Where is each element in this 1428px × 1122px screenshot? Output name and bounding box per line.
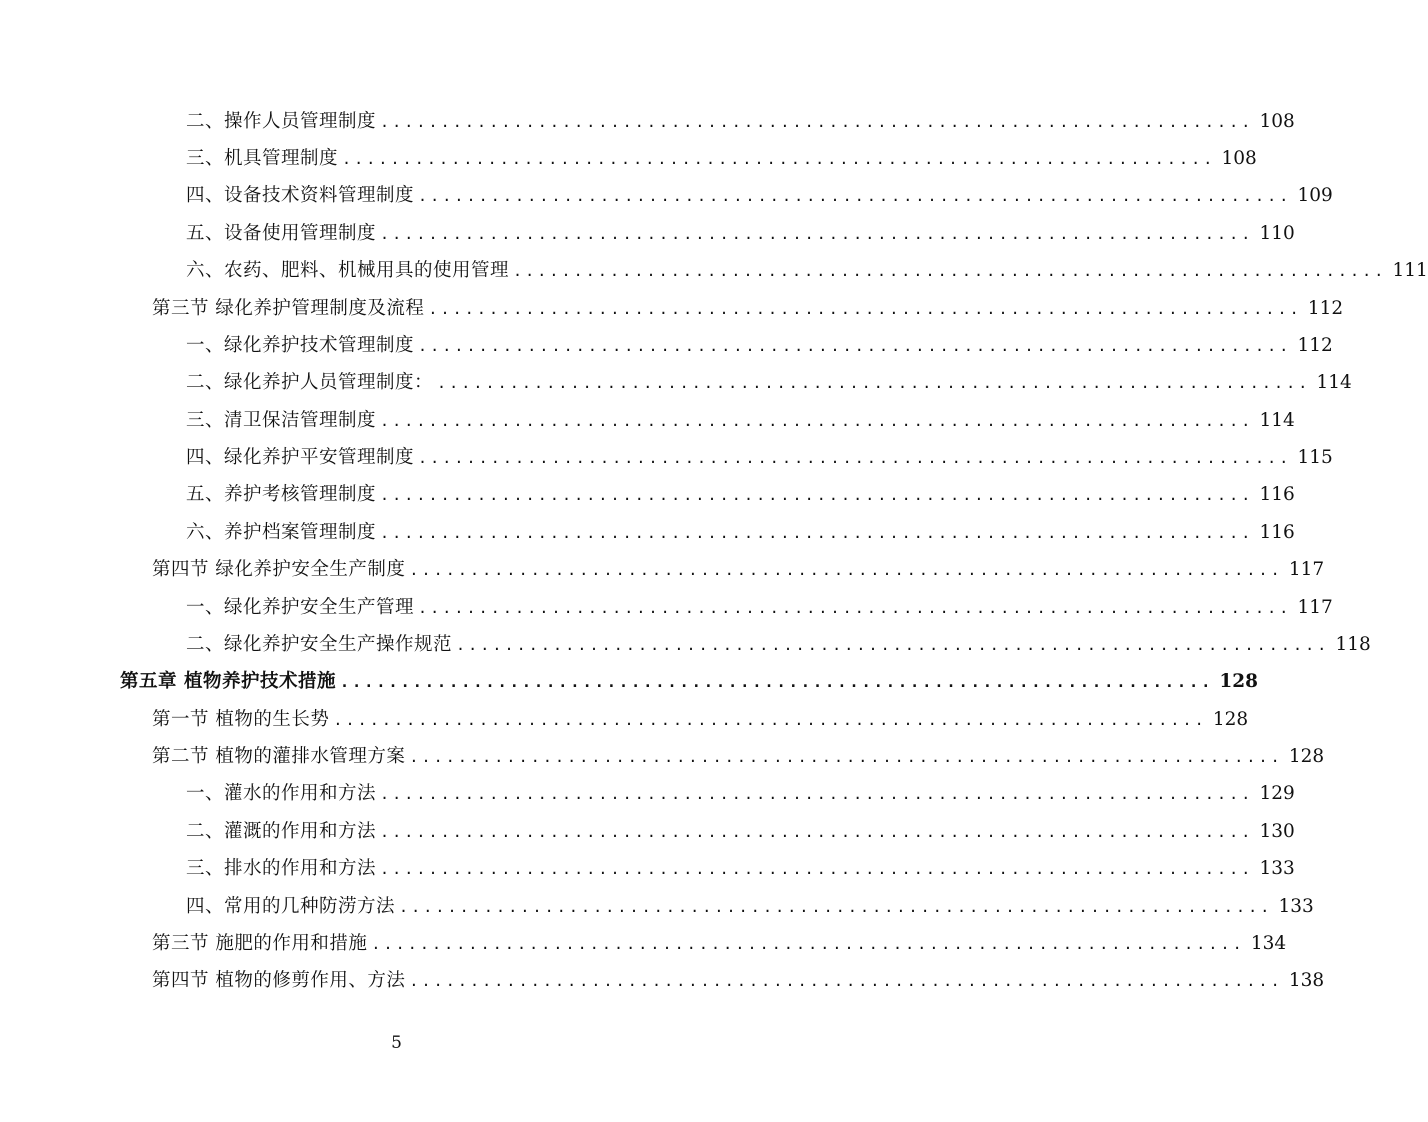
toc-entry[interactable] bbox=[186, 254, 1428, 282]
toc-entry-title: 第四节 绿化养护安全生产制度 bbox=[152, 559, 406, 580]
toc-leader-dots: ........................................................................ bbox=[409, 561, 1283, 579]
toc-entry-page: 130 bbox=[1259, 821, 1295, 842]
toc-entry-title: 五、养护考核管理制度 bbox=[186, 484, 377, 505]
toc-entry-title: 二、灌溉的作用和方法 bbox=[186, 821, 377, 842]
toc-entry-title: 二、绿化养护人员管理制度： bbox=[186, 372, 434, 393]
toc-entry-page: 128 bbox=[1219, 671, 1258, 692]
toc-section-entry[interactable] bbox=[152, 292, 1344, 320]
toc-leader-dots: ........................................................................ bbox=[371, 935, 1245, 953]
toc-leader-dots: ........................................................................ bbox=[513, 262, 1387, 280]
toc-entry-title: 一、绿化养护安全生产管理 bbox=[186, 597, 415, 618]
toc-entry-page: 133 bbox=[1259, 858, 1295, 879]
toc-entry-title: 四、常用的几种防涝方法 bbox=[186, 896, 396, 917]
toc-leader-dots: ........................................................................ bbox=[380, 486, 1254, 504]
toc-entry[interactable] bbox=[186, 815, 1295, 843]
toc-section-entry[interactable] bbox=[152, 703, 1249, 731]
toc-entry-title: 二、操作人员管理制度 bbox=[186, 111, 377, 132]
toc-entry-page: 133 bbox=[1278, 896, 1314, 917]
toc-leader-dots: ........................................................................ bbox=[342, 150, 1216, 168]
toc-entry-page: 115 bbox=[1297, 447, 1333, 468]
toc-entry-title: 四、设备技术资料管理制度 bbox=[186, 185, 415, 206]
toc-leader-dots: ........................................................................ bbox=[380, 225, 1254, 243]
toc-section-entry[interactable] bbox=[152, 927, 1287, 955]
toc-chapter-entry[interactable] bbox=[120, 665, 1258, 693]
toc-entry[interactable] bbox=[186, 404, 1295, 432]
toc-entry-page: 111 bbox=[1392, 260, 1428, 281]
toc-entry[interactable] bbox=[186, 516, 1295, 544]
toc-leader-dots: ........................................................................ bbox=[409, 748, 1283, 766]
toc-leader-dots: ........................................................................ bbox=[380, 113, 1254, 131]
toc-entry-page: 116 bbox=[1259, 484, 1295, 505]
toc-entry-page: 134 bbox=[1250, 933, 1287, 954]
toc-entry-page: 114 bbox=[1259, 410, 1295, 431]
toc-entry-title: 第二节 植物的灌排水管理方案 bbox=[152, 746, 406, 767]
toc-entry[interactable] bbox=[186, 329, 1333, 357]
toc-entry-page: 128 bbox=[1212, 709, 1249, 730]
toc-entry-title: 四、绿化养护平安管理制度 bbox=[186, 447, 415, 468]
toc-entry-title: 第五章 植物养护技术措施 bbox=[120, 671, 336, 692]
toc-entry-title: 第三节 绿化养护管理制度及流程 bbox=[152, 298, 425, 319]
toc-entry[interactable] bbox=[186, 366, 1352, 394]
toc-leader-dots: ........................................................................ bbox=[380, 785, 1254, 803]
toc-leader-dots: ........................................................................ bbox=[380, 823, 1254, 841]
toc-entry-title: 六、农药、肥料、机械用具的使用管理 bbox=[186, 260, 510, 281]
toc-entry-title: 二、绿化养护安全生产操作规范 bbox=[186, 634, 453, 655]
toc-entry-title: 五、设备使用管理制度 bbox=[186, 223, 377, 244]
toc-section-entry[interactable] bbox=[152, 964, 1325, 992]
toc-entry[interactable] bbox=[186, 441, 1333, 469]
toc-leader-dots: ........................................................................ bbox=[418, 599, 1292, 617]
toc-entry[interactable] bbox=[186, 628, 1371, 656]
toc-entry-page: 138 bbox=[1288, 970, 1325, 991]
toc-entry-page: 110 bbox=[1259, 223, 1295, 244]
toc-entry-page: 108 bbox=[1221, 148, 1257, 169]
toc-entry[interactable] bbox=[186, 777, 1295, 805]
toc-entry-title: 第四节 植物的修剪作用、方法 bbox=[152, 970, 406, 991]
toc-leader-dots: ........................................................................ bbox=[437, 374, 1311, 392]
toc-entry-title: 三、排水的作用和方法 bbox=[186, 858, 377, 879]
toc-entry-title: 六、养护档案管理制度 bbox=[186, 522, 377, 543]
toc-entry[interactable] bbox=[186, 105, 1295, 133]
toc-leader-dots: ........................................................................ bbox=[399, 898, 1273, 916]
toc-entry-title: 第一节 植物的生长势 bbox=[152, 709, 330, 730]
toc-leader-dots: ........................................................................ bbox=[380, 860, 1254, 878]
toc-leader-dots: ........................................................................ bbox=[418, 449, 1292, 467]
toc-entry[interactable] bbox=[186, 217, 1295, 245]
toc-entry[interactable] bbox=[186, 890, 1314, 918]
toc-entry-title: 第三节 施肥的作用和措施 bbox=[152, 933, 368, 954]
toc-entry-page: 108 bbox=[1259, 111, 1295, 132]
toc-entry[interactable] bbox=[186, 142, 1257, 170]
toc-entry-page: 129 bbox=[1259, 783, 1295, 804]
toc-entry-title: 一、绿化养护技术管理制度 bbox=[186, 335, 415, 356]
toc-leader-dots: ........................................................................ bbox=[409, 972, 1283, 990]
toc-leader-dots: ........................................................................ bbox=[339, 673, 1214, 691]
toc-section-entry[interactable] bbox=[152, 740, 1325, 768]
toc-entry[interactable] bbox=[186, 478, 1295, 506]
toc-leader-dots: ........................................................................ bbox=[333, 711, 1207, 729]
toc-leader-dots: ........................................................................ bbox=[456, 636, 1330, 654]
toc-entry[interactable] bbox=[186, 591, 1333, 619]
toc-entry-page: 112 bbox=[1307, 298, 1344, 319]
toc-leader-dots: ........................................................................ bbox=[418, 337, 1292, 355]
toc-section-entry[interactable] bbox=[152, 553, 1325, 581]
toc-entry-page: 109 bbox=[1297, 185, 1333, 206]
toc-leader-dots: ........................................................................ bbox=[380, 412, 1254, 430]
toc-entry-title: 三、清卫保洁管理制度 bbox=[186, 410, 377, 431]
toc-entry-page: 114 bbox=[1316, 372, 1352, 393]
toc-entry-title: 一、灌水的作用和方法 bbox=[186, 783, 377, 804]
toc-entry-page: 116 bbox=[1259, 522, 1295, 543]
toc-leader-dots: ........................................................................ bbox=[418, 187, 1292, 205]
toc-leader-dots: ........................................................................ bbox=[380, 524, 1254, 542]
toc-entry-page: 118 bbox=[1335, 634, 1371, 655]
toc-entry-title: 三、机具管理制度 bbox=[186, 148, 339, 169]
toc-entry-page: 117 bbox=[1297, 597, 1333, 618]
toc-entry-page: 117 bbox=[1288, 559, 1325, 580]
toc-entry[interactable] bbox=[186, 179, 1333, 207]
toc-entry[interactable] bbox=[186, 852, 1295, 880]
page-number: 5 bbox=[391, 1033, 402, 1053]
toc-leader-dots: ........................................................................ bbox=[428, 300, 1302, 318]
toc-entry-page: 128 bbox=[1288, 746, 1325, 767]
toc-entry-page: 112 bbox=[1297, 335, 1333, 356]
